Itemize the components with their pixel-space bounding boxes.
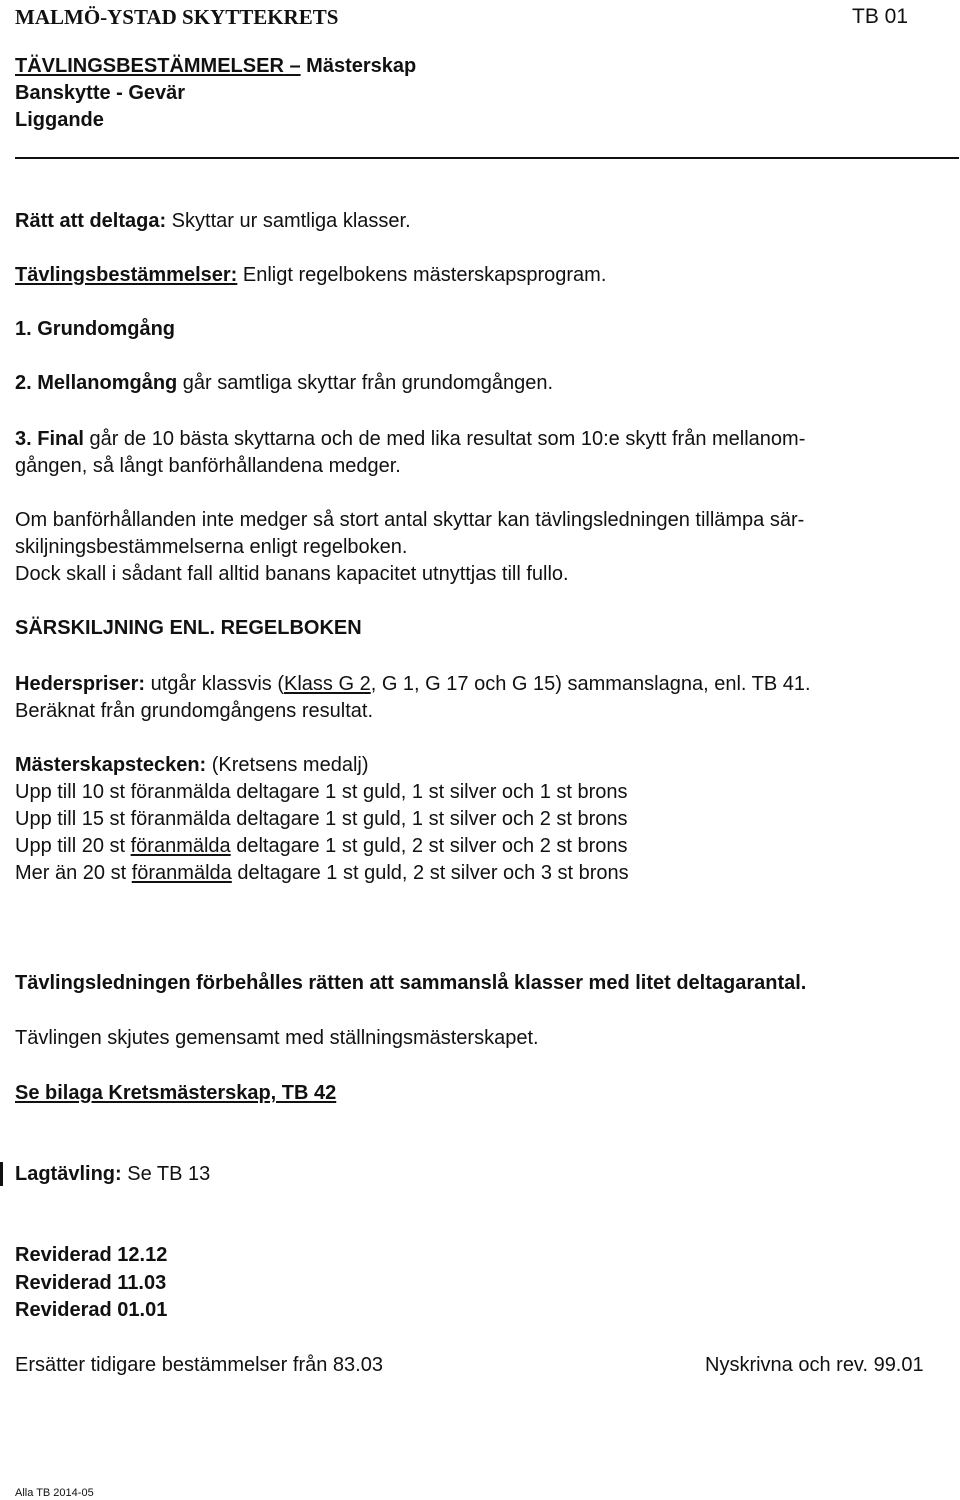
round-2-text: går samtliga skyttar från grundomgången. [177,372,554,394]
medal-row-word: föranmälda [130,781,231,803]
rules-label: Tävlingsbestämmelser: [15,264,238,286]
doc-title-main: TÄVLINGSBESTÄMMELSER [15,55,284,77]
reservation-text: Tävlingsledningen förbehålles rätten att sammanslå klasser med litet deltagarantal. [15,972,807,994]
rules-line [15,262,606,289]
footer-note: Alla TB 2014-05 [15,1487,94,1499]
medal-row-post: deltagare 1 st guld, 2 st silver och 2 st brons [230,835,628,857]
revision-entry: Reviderad 01.01 [15,1299,168,1321]
medal-row [15,833,628,860]
round-1: 1. Grundomgång [15,318,175,340]
medal-row [15,806,628,833]
appendix-link: Se bilaga Kretsmästerskap, TB 42 [15,1082,337,1104]
tiebreak-heading: SÄRSKILJNING ENL. REGELBOKEN [15,617,362,639]
prizes-basis: Beräknat från grundomgångens resultat. [15,700,373,722]
medal-row [15,860,629,887]
prizes-pre: utgår klassvis ( [145,673,284,695]
header-rule [15,157,959,159]
medal-row-pre: Upp till 10 st [15,781,131,803]
revision-entry: Reviderad 11.03 [15,1272,167,1294]
prizes-label: Hederspriser: [15,673,146,695]
medal-row-pre: Upp till 15 st [15,808,131,830]
constraint-line-1: Om banförhållanden inte medger så stort antal skyttar kan tävlingsledningen tillämpa sär- [15,509,805,531]
medal-row-pre: Upp till 20 st [15,835,131,857]
eligibility-text: Skyttar ur samtliga klasser. [166,210,411,232]
round-3 [15,426,805,453]
medal-row-post: deltagare 1 st guld, 2 st silver och 3 st brons [231,862,629,884]
prizes-line [15,671,811,698]
medal-row-word: föranmälda [130,808,231,830]
medal-row-post: deltagare 1 st guld, 1 st silver och 1 st brons [230,781,628,803]
constraint-line-3: Dock skall i sådant fall alltid banans kapacitet utnyttjas till fullo. [15,563,569,585]
medal-row-post: deltagare 1 st guld, 1 st silver och 2 st brons [230,808,628,830]
joint-text: Tävlingen skjutes gemensamt med ställningsmästerskapet. [15,1027,539,1049]
doc-title-dash: – [289,55,301,77]
round-3-cont: gången, så långt banförhållandena medger. [15,455,401,477]
prizes-klass: Klass G 2 [284,673,371,695]
medals-label: Mästerskapstecken: [15,754,207,776]
round-3-label: 3. Final [15,428,84,450]
medals-heading [15,752,369,779]
doc-subtitle-2: Liggande [15,109,104,131]
rules-text: Enligt regelbokens mästerskapsprogram. [237,264,607,286]
team-label: Lagtävling: [15,1163,122,1185]
team-line [15,1161,210,1188]
org-name: MALMÖ-YSTAD SKYTTEKRETS [15,5,339,29]
team-text: Se TB 13 [121,1163,211,1185]
new-revision-text: Nyskrivna och rev. 99.01 [705,1354,924,1376]
round-3-text: går de 10 bästa skyttarna och de med lika resultat som 10:e skytt från mellanom- [83,428,806,450]
doc-title [15,53,416,80]
medal-row [15,779,628,806]
prizes-post: , G 1, G 17 och G 15) sammanslagna, enl. TB 41. [370,673,811,695]
eligibility-label: Rätt att deltaga: [15,210,167,232]
doc-number: TB 01 [852,5,909,28]
doc-subtitle-1: Banskytte - Gevär [15,82,186,104]
medal-row-pre: Mer än 20 st [15,862,132,884]
round-2-label: 2. Mellanomgång [15,372,178,394]
change-bar [0,1162,3,1186]
medal-row-word: föranmälda [131,862,232,884]
revision-entry: Reviderad 12.12 [15,1244,168,1266]
medal-row-word: föranmälda [130,835,231,857]
medals-note: (Kretsens medalj) [206,754,369,776]
replaces-text: Ersätter tidigare bestämmelser från 83.03 [15,1354,383,1376]
constraint-line-2: skiljningsbestämmelserna enligt regelboken. [15,536,408,558]
eligibility-line [15,208,411,235]
round-2 [15,370,553,397]
doc-title-sub: Mästerskap [306,55,417,77]
